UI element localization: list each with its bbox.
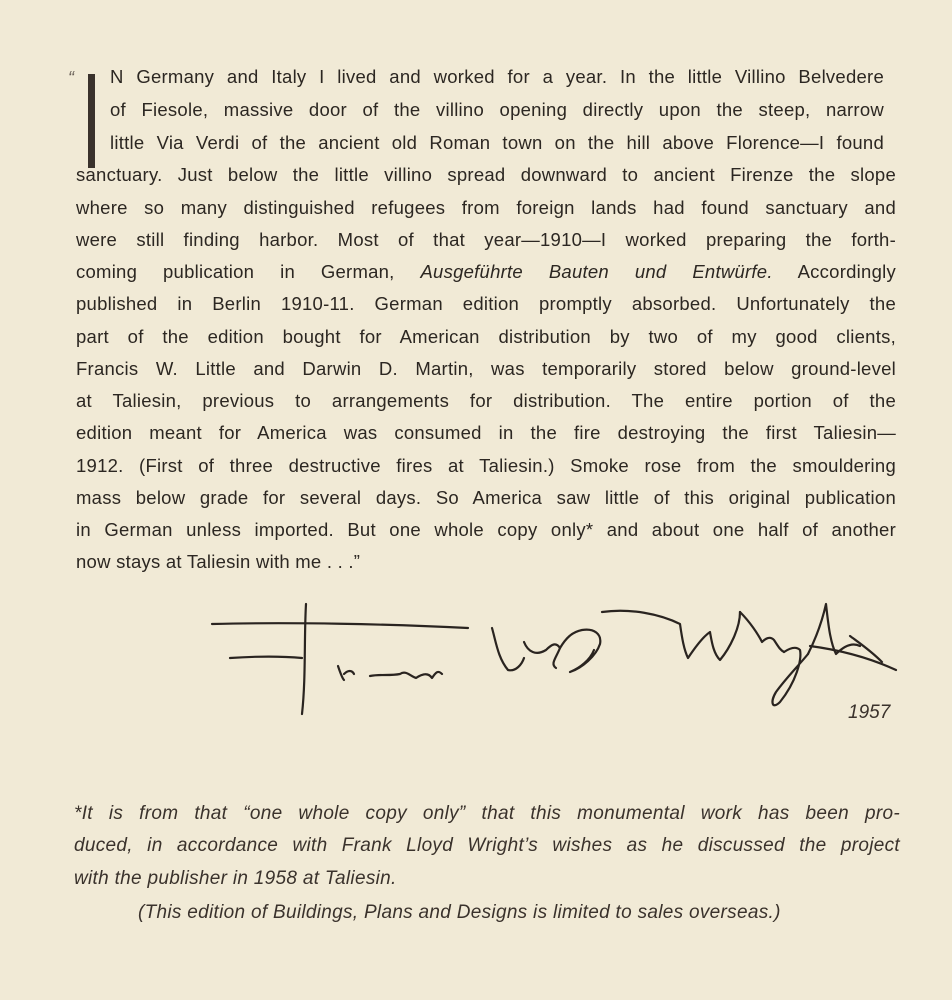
quote-line: sanctuary. Just below the little villino spread downward to ancient Firenze the slope <box>76 164 896 185</box>
quote-line: 1912. (First of three destructive fires at Taliesin.) Smoke rose from the smouldering <box>76 455 896 476</box>
footnote-line: with the publisher in 1958 at Taliesin. <box>74 868 397 889</box>
book-title: Ausgeführte Bauten und Entwürfe. <box>420 261 773 282</box>
quote-line: Francis W. Little and Darwin D. Martin, was temporarily stored below ground-level <box>76 358 896 379</box>
quote-line: published in Berlin 1910-11. German edition promptly absorbed. Unfortunately the <box>76 293 896 314</box>
open-quote-mark: “ <box>68 68 74 88</box>
quote-line: edition meant for America was consumed in the fire destroying the first Taliesin— <box>76 422 896 443</box>
quote-text: coming publication in German, <box>76 261 395 282</box>
signature-year: 1957 <box>848 702 891 723</box>
footnote-line: *It is from that “one whole copy only” that this monumental work has been pro- <box>74 803 900 824</box>
footnote-line: duced, in accordance with Frank Lloyd Wright’s wishes as he discussed the project <box>74 835 900 856</box>
quote-line-last: now stays at Taliesin with me . . .” <box>76 551 361 572</box>
handwritten-signature <box>210 598 900 718</box>
quote-line-with-title <box>76 263 896 282</box>
quote-line: N Germany and Italy I lived and worked for a year. In the little Villino Belvedere <box>110 66 884 87</box>
quote-line: were still finding harbor. Most of that year—1910—I worked preparing the forth- <box>76 229 896 250</box>
quote-line: where so many distinguished refugees from foreign lands had found sanctuary and <box>76 197 896 218</box>
quote-line: mass below grade for several days. So America saw little of this original publication <box>76 487 896 508</box>
quote-text: Accordingly <box>797 261 896 282</box>
drop-cap-initial <box>88 74 95 168</box>
quote-line: part of the edition bought for American distribution by two of my good clients, <box>76 326 896 347</box>
quote-line: little Via Verdi of the ancient old Roman town on the hill above Florence—I found <box>110 132 884 153</box>
quote-line: of Fiesole, massive door of the villino opening directly upon the steep, narrow <box>110 99 884 120</box>
edition-note: (This edition of Buildings, Plans and Designs is limited to sales overseas.) <box>138 902 781 923</box>
quote-line: in German unless imported. But one whole copy only* and about one half of another <box>76 519 896 540</box>
quote-line: at Taliesin, previous to arrangements for distribution. The entire portion of the <box>76 390 896 411</box>
